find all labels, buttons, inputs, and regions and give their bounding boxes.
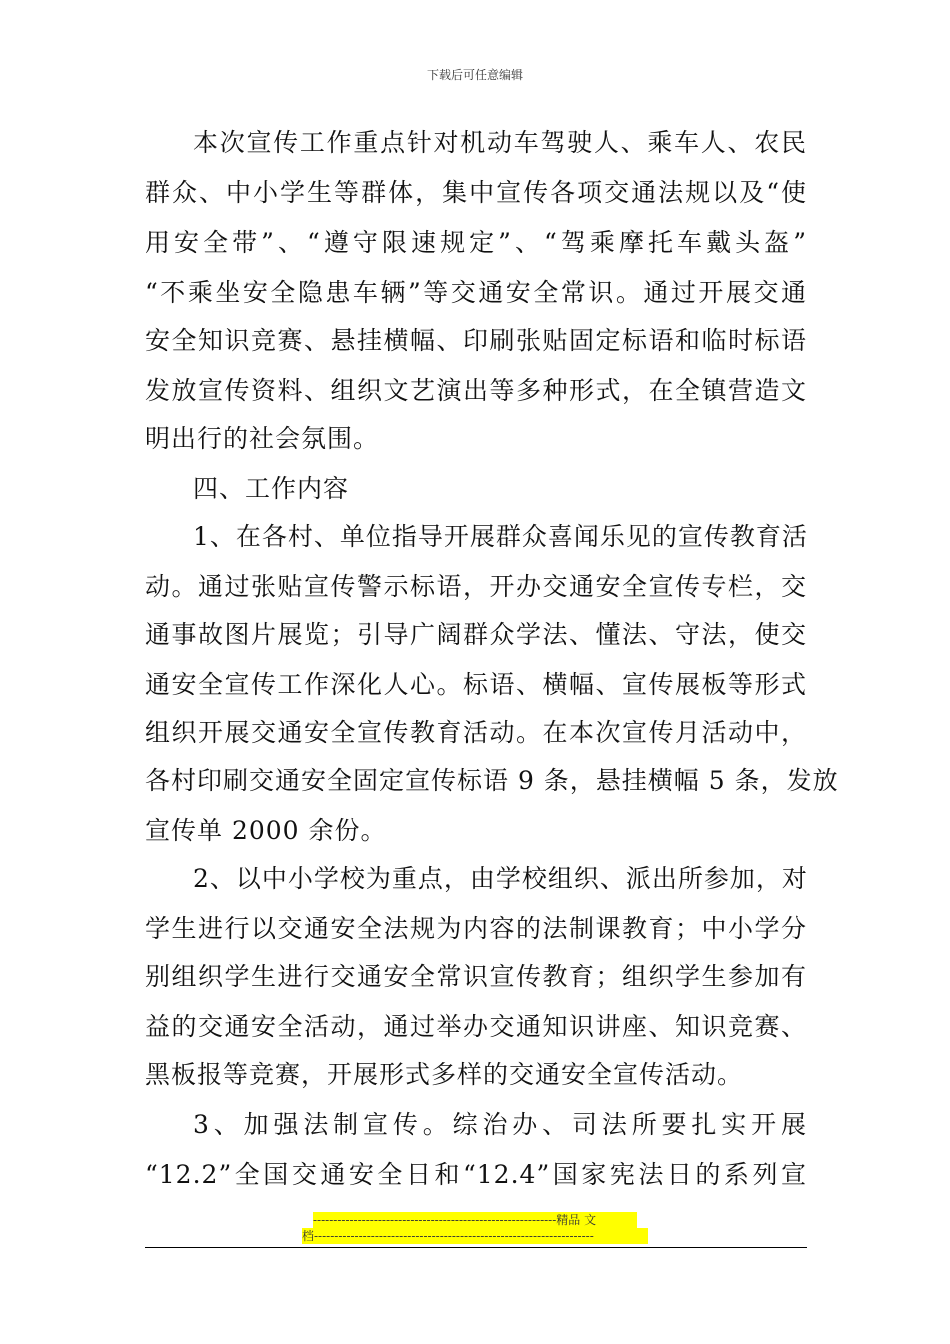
- body-line: 通事故图片展览；引导广阔群众学法、懂法、守法，使交: [145, 620, 807, 649]
- body-line: 2、以中小学校为重点，由学校组织、派出所参加，对: [193, 864, 808, 893]
- page-header: 下载后可任意编辑: [426, 68, 523, 82]
- footer-watermark-line-2: 档---------------------------------------------------------------------: [302, 1228, 648, 1244]
- body-line: 动。通过张贴宣传警示标语，开办交通安全宣传专栏，交: [145, 572, 807, 601]
- body-line: 通安全宣传工作深化人心。标语、横幅、宣传展板等形式: [145, 670, 807, 699]
- body-line: 本次宣传工作重点针对机动车驾驶人、乘车人、农民: [193, 128, 807, 157]
- body-line: 别组织学生进行交通安全常识宣传教育；组织学生参加有: [145, 962, 807, 991]
- body-line: 益的交通安全活动，通过举办交通知识讲座、知识竞赛、: [145, 1012, 807, 1041]
- body-line: 用安全带”、“遵守限速规定”、“驾乘摩托车戴头盔”: [145, 228, 807, 257]
- body-line: “不乘坐安全隐患车辆”等交通安全常识。通过开展交通: [145, 278, 807, 307]
- footer-rule: [145, 1247, 807, 1248]
- body-line: 明出行的社会氛围。: [145, 424, 380, 453]
- body-line: 群众、中小学生等群体，集中宣传各项交通法规以及“使: [145, 178, 807, 207]
- body-line: 3、加强法制宣传。综治办、司法所要扎实开展: [193, 1110, 807, 1139]
- body-line: 安全知识竞赛、悬挂横幅、印刷张贴固定标语和临时标语: [145, 326, 807, 355]
- body-line: 组织开展交通安全宣传教育活动。在本次宣传月活动中，: [145, 718, 807, 747]
- body-line: 黑板报等竞赛，开展形式多样的交通安全宣传活动。: [145, 1060, 744, 1089]
- body-line: 四、工作内容: [193, 474, 350, 503]
- footer-watermark-line-1: ------------------------------------------------------------精品 文: [313, 1212, 637, 1228]
- body-line: 宣传单 2000 余份。: [145, 816, 387, 845]
- body-line: 各村印刷交通安全固定宣传标语 9 条，悬挂横幅 5 条，发放: [145, 766, 839, 795]
- body-line: 学生进行以交通安全法规为内容的法制课教育；中小学分: [145, 914, 807, 943]
- body-line: 发放宣传资料、组织文艺演出等多种形式，在全镇营造文: [145, 376, 807, 405]
- body-line: 1、在各村、单位指导开展群众喜闻乐见的宣传教育活: [193, 522, 808, 551]
- body-line: “12.2”全国交通安全日和“12.4”国家宪法日的系列宣: [145, 1160, 807, 1189]
